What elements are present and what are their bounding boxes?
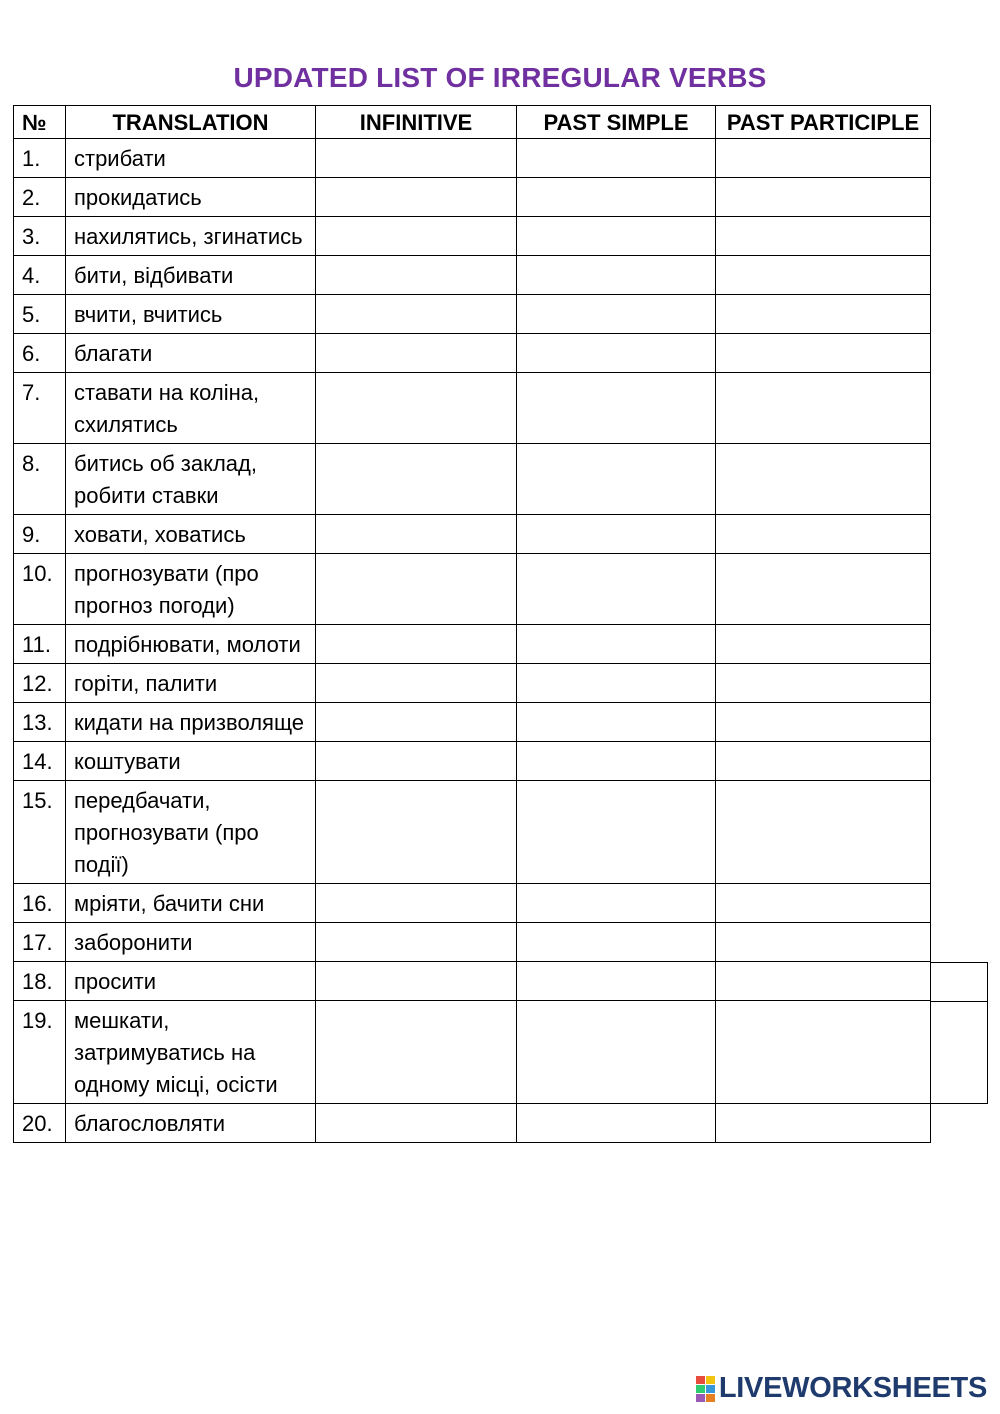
row-translation: ставати на коліна, схилятись [66,373,316,444]
row-number: 8. [14,444,66,515]
past-participle-answer-cell[interactable] [716,1104,931,1143]
past-participle-answer-cell[interactable] [716,139,931,178]
row-number: 14. [14,742,66,781]
infinitive-answer-cell[interactable] [316,1104,517,1143]
infinitive-answer-cell[interactable] [316,178,517,217]
logo-square [696,1394,705,1402]
row-translation: благословляти [66,1104,316,1143]
infinitive-answer-cell[interactable] [316,554,517,625]
past-participle-answer-cell[interactable] [716,1001,931,1104]
past-simple-answer-cell[interactable] [517,217,716,256]
past-participle-answer-cell[interactable] [716,444,931,515]
row-translation: прогнозувати (про прогноз погоди) [66,554,316,625]
infinitive-answer-cell[interactable] [316,139,517,178]
past-simple-answer-cell[interactable] [517,884,716,923]
past-simple-answer-cell[interactable] [517,444,716,515]
logo-text: LIVEWORKSHEETS [718,1372,987,1404]
past-simple-answer-cell[interactable] [517,742,716,781]
row-translation: прокидатись [66,178,316,217]
past-simple-answer-cell[interactable] [517,1104,716,1143]
worksheet-title: UPDATED LIST OF IRREGULAR VERBS [233,62,767,93]
past-simple-answer-cell[interactable] [517,256,716,295]
row-number: 12. [14,664,66,703]
table-row [14,334,931,373]
row-number: 4. [14,256,66,295]
past-participle-answer-cell[interactable] [716,625,931,664]
past-participle-answer-cell[interactable] [716,217,931,256]
past-simple-answer-cell[interactable] [517,334,716,373]
infinitive-answer-cell[interactable] [316,625,517,664]
table-row [14,373,931,444]
row-number: 3. [14,217,66,256]
past-participle-answer-cell[interactable] [716,295,931,334]
past-participle-answer-cell[interactable] [716,664,931,703]
row-number: 20. [14,1104,66,1143]
past-simple-answer-cell[interactable] [517,373,716,444]
logo-square [696,1376,705,1384]
row-translation: мешкати, затримуватись на одному місці, осісти [66,1001,316,1104]
past-participle-answer-cell[interactable] [716,256,931,295]
row-translation: ховати, ховатись [66,515,316,554]
infinitive-answer-cell[interactable] [316,334,517,373]
infinitive-answer-cell[interactable] [316,781,517,884]
row-translation: кидати на призволяще [66,703,316,742]
row-number: 6. [14,334,66,373]
table-row [14,256,931,295]
row-number: 1. [14,139,66,178]
row-number: 10. [14,554,66,625]
row-translation: передбачати, прогнозувати (про події) [66,781,316,884]
header-number: № [14,106,66,139]
table-row [14,295,931,334]
infinitive-answer-cell[interactable] [316,962,517,1001]
infinitive-answer-cell[interactable] [316,515,517,554]
irregular-verbs-table [13,105,931,1143]
past-participle-answer-cell[interactable] [716,742,931,781]
past-simple-answer-cell[interactable] [517,139,716,178]
header-infinitive: INFINITIVE [316,106,517,139]
row-translation: битись об заклад, робити ставки [66,444,316,515]
row-number: 2. [14,178,66,217]
table-row [14,1104,931,1143]
past-participle-answer-cell[interactable] [716,554,931,625]
row-translation: заборонити [66,923,316,962]
row-number: 9. [14,515,66,554]
past-simple-answer-cell[interactable] [517,515,716,554]
row-translation: бити, відбивати [66,256,316,295]
logo-square [706,1385,715,1393]
row-number: 15. [14,781,66,884]
table-row [14,554,931,625]
row-number: 13. [14,703,66,742]
row-number: 7. [14,373,66,444]
infinitive-answer-cell[interactable] [316,884,517,923]
table-row [14,515,931,554]
past-simple-answer-cell[interactable] [517,625,716,664]
past-simple-answer-cell[interactable] [517,703,716,742]
table-row [14,742,931,781]
infinitive-answer-cell[interactable] [316,742,517,781]
past-participle-answer-cell[interactable] [716,884,931,923]
infinitive-answer-cell[interactable] [316,703,517,742]
infinitive-answer-cell[interactable] [316,1001,517,1104]
row-number: 11. [14,625,66,664]
past-participle-answer-cell[interactable] [716,703,931,742]
table-row [14,884,931,923]
liveworksheets-logo [696,1372,987,1405]
table-row [14,178,931,217]
table-row [14,444,931,515]
past-participle-answer-cell[interactable] [716,515,931,554]
liveworksheets-logo-icon [696,1376,715,1402]
row-translation: мріяти, бачити сни [66,884,316,923]
header-past-simple: PAST SIMPLE [517,106,716,139]
row-translation: горіти, палити [66,664,316,703]
past-simple-answer-cell[interactable] [517,554,716,625]
row-translation: стрибати [66,139,316,178]
row-translation: благати [66,334,316,373]
row-number: 18. [14,962,66,1001]
past-simple-answer-cell[interactable] [517,962,716,1001]
row-translation: просити [66,962,316,1001]
table-row [14,217,931,256]
infinitive-answer-cell[interactable] [316,923,517,962]
past-participle-answer-cell[interactable] [716,962,931,1001]
extra-box-divider [931,1001,987,1002]
infinitive-answer-cell[interactable] [316,256,517,295]
past-participle-answer-cell[interactable] [716,178,931,217]
infinitive-answer-cell[interactable] [316,664,517,703]
infinitive-answer-cell[interactable] [316,444,517,515]
extra-answer-box[interactable] [930,962,988,1104]
past-participle-answer-cell[interactable] [716,781,931,884]
infinitive-answer-cell[interactable] [316,295,517,334]
logo-square [696,1385,705,1393]
table-row [14,962,931,1001]
past-simple-answer-cell[interactable] [517,923,716,962]
header-past-participle: PAST PARTICIPLE [716,106,931,139]
table-row [14,625,931,664]
infinitive-answer-cell[interactable] [316,373,517,444]
table-row [14,664,931,703]
past-simple-answer-cell[interactable] [517,1001,716,1104]
table-row [14,139,931,178]
past-participle-answer-cell[interactable] [716,334,931,373]
past-participle-answer-cell[interactable] [716,373,931,444]
infinitive-answer-cell[interactable] [316,217,517,256]
table-row [14,1001,931,1104]
header-translation: TRANSLATION [66,106,316,139]
past-participle-answer-cell[interactable] [716,923,931,962]
past-simple-answer-cell[interactable] [517,664,716,703]
row-number: 19. [14,1001,66,1104]
row-translation: коштувати [66,742,316,781]
row-number: 16. [14,884,66,923]
logo-square [706,1376,715,1384]
table-header-row [14,106,931,139]
table-row [14,923,931,962]
past-simple-answer-cell[interactable] [517,781,716,884]
past-simple-answer-cell[interactable] [517,178,716,217]
row-translation: подрібнювати, молоти [66,625,316,664]
row-translation: нахилятись, згинатись [66,217,316,256]
row-number: 17. [14,923,66,962]
row-translation: вчити, вчитись [66,295,316,334]
table-row [14,703,931,742]
past-simple-answer-cell[interactable] [517,295,716,334]
table-row [14,781,931,884]
logo-square [706,1394,715,1402]
row-number: 5. [14,295,66,334]
